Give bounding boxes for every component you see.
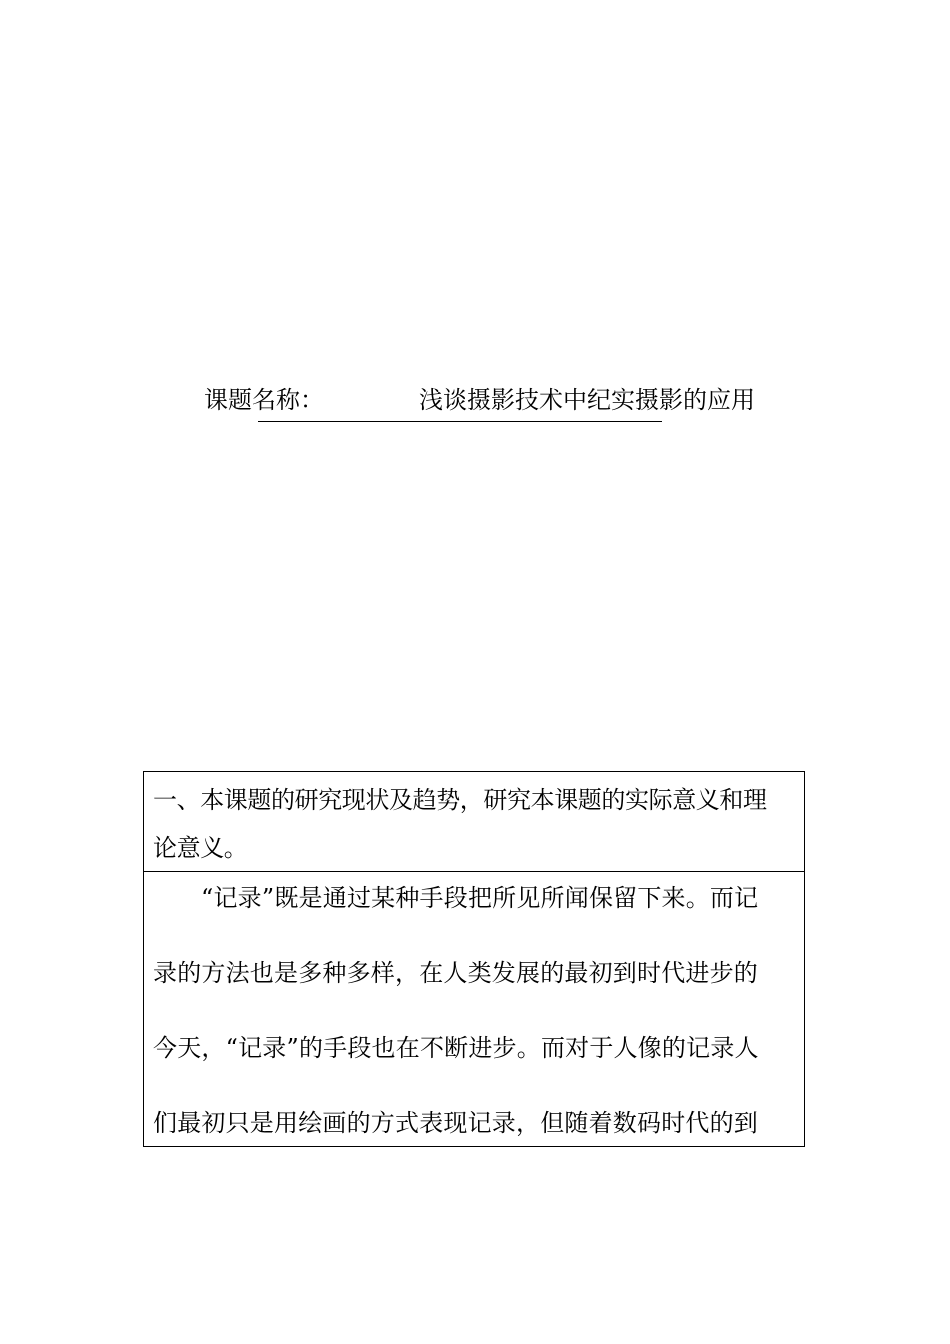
project-title-label: 课题名称： xyxy=(204,386,324,414)
body-text-line: 录的方法也是多种多样，在人类发展的最初到时代进步的 xyxy=(153,959,758,987)
project-title-value: 浅谈摄影技术中纪实摄影的应用 xyxy=(419,386,755,414)
body-text-line: “记录”既是通过某种手段把所见所闻保留下来。而记 xyxy=(201,884,759,912)
project-title-row xyxy=(204,380,804,420)
title-underline xyxy=(258,421,662,422)
proposal-table xyxy=(143,771,805,1147)
body-text-line: 们最初只是用绘画的方式表现记录，但随着数码时代的到 xyxy=(153,1109,758,1137)
section-heading-line: 论意义。 xyxy=(153,834,248,862)
body-text-line: 今天，“记录”的手段也在不断进步。而对于人像的记录人 xyxy=(153,1034,759,1062)
section-heading-cell xyxy=(144,772,804,872)
section-heading-line: 一、本课题的研究现状及趋势，研究本课题的实际意义和理 xyxy=(153,786,767,814)
section-body-cell xyxy=(144,872,804,1146)
